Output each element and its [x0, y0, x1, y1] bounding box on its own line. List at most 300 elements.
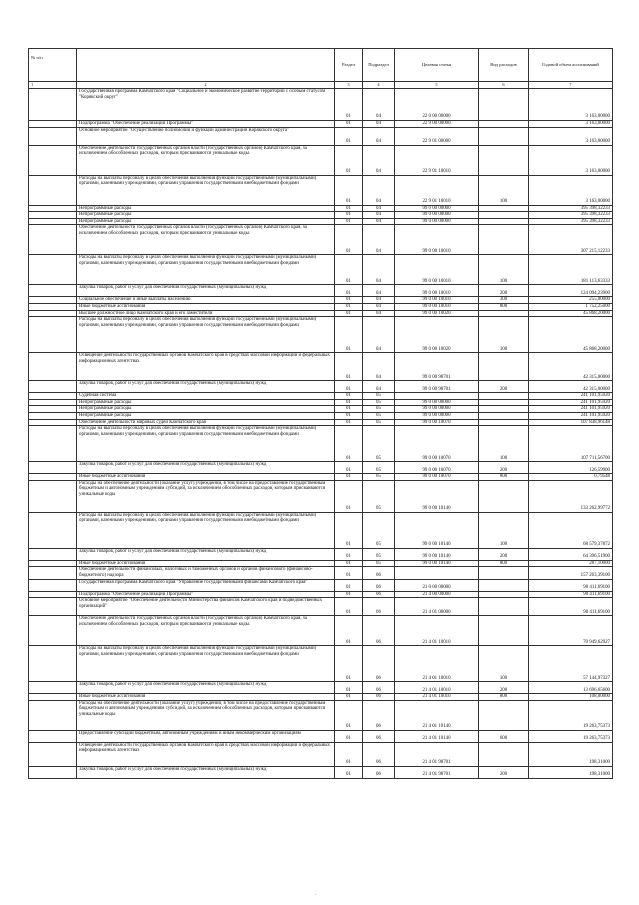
cell-name: Освещение деятельности государственных органов Камчатского края в средствах массовой информации и федеральных информационных агентствах: [77, 353, 335, 381]
cell-expense-type: [479, 700, 529, 730]
cell-annual-amount: 255,00000: [529, 297, 613, 304]
cell-expense-type: [479, 742, 529, 766]
cell-target-article: 99 0 00 98701: [395, 353, 479, 381]
table-row: [29, 212, 613, 219]
cell-name: Подпрограмма "Обеспечение реализации Программы": [77, 591, 335, 598]
cell-num: [29, 591, 77, 598]
cell-podrazdel: 04: [363, 310, 395, 317]
cell-razdel: 01: [335, 700, 363, 730]
cell-expense-type: [479, 567, 529, 579]
cell-target-article: 22 9 00 00000: [395, 121, 479, 128]
cell-expense-type: [479, 89, 529, 121]
cell-annual-amount: 287,10000: [529, 560, 613, 567]
cell-expense-type: [479, 218, 529, 225]
cell-podrazdel: 04: [363, 127, 395, 145]
cell-name: Освещение деятельности государственных органов Камчатского края в средствах массовой информации и федеральных информационных агентствах: [77, 742, 335, 766]
cell-expense-type: [479, 145, 529, 175]
cell-razdel: 01: [335, 548, 363, 560]
cell-annual-amount: 241 101,95920: [529, 412, 613, 419]
cell-expense-type: 100: [479, 426, 529, 462]
cell-num: [29, 512, 77, 548]
cell-name: Обеспечение деятельности финансовых, налоговых и таможенных органов и органов финансового (финансово-бюджетного) надзора: [77, 567, 335, 579]
cell-name: Расходы на выплаты персоналу в целях обеспечения выполнения функций государственными (муниципальными) органами, казенными учреждениями, органами управления государственными внебюджетными фондами: [77, 426, 335, 462]
table-row: [29, 412, 613, 419]
cell-annual-amount: 90 411,69100: [529, 598, 613, 616]
table-row: [29, 579, 613, 591]
cell-target-article: 21 4 01 10010: [395, 694, 479, 701]
cell-expense-type: [479, 579, 529, 591]
cell-annual-amount: 157 263,39100: [529, 567, 613, 579]
cell-name: Расходы на выплаты персоналу в целях обеспечения выполнения функций государственными (муниципальными) органами, казенными учреждениями, органами управления государственными внебюджетными фондами: [77, 255, 335, 285]
cell-target-article: 99 0 00 10010: [395, 225, 479, 255]
cell-name: Основное мероприятие "Обеспечение деятельности Министерства финансов Камчатского края и подведомственных организаций": [77, 598, 335, 616]
cell-annual-amount: 19 263,75373: [529, 700, 613, 730]
cell-num: [29, 548, 77, 560]
table-row: [29, 560, 613, 567]
cell-target-article: 21 4 00 00000: [395, 591, 479, 598]
cell-annual-amount: 1 752,25000: [529, 303, 613, 310]
cell-target-article: 22 9 01 00000: [395, 127, 479, 145]
cell-target-article: 99 0 00 00000: [395, 406, 479, 413]
table-row: [29, 399, 613, 406]
cell-podrazdel: 05: [363, 393, 395, 400]
cell-podrazdel: 04: [363, 285, 395, 297]
cell-name: Обеспечение деятельности мировых судей Камчатского края: [77, 419, 335, 426]
cell-razdel: 01: [335, 218, 363, 225]
cell-target-article: 22 9 01 10010: [395, 145, 479, 175]
table-row: [29, 616, 613, 646]
cell-razdel: 01: [335, 766, 363, 778]
cell-expense-type: [479, 480, 529, 512]
cell-num: [29, 121, 77, 128]
cell-expense-type: [479, 393, 529, 400]
cell-target-article: 21 4 01 98701: [395, 766, 479, 778]
table-row: [29, 646, 613, 682]
cell-num: [29, 205, 77, 212]
header-name: [77, 49, 335, 82]
cell-expense-type: 200: [479, 381, 529, 393]
cell-podrazdel: 05: [363, 474, 395, 481]
cell-podrazdel: 04: [363, 89, 395, 121]
cell-annual-amount: 13 696,65600: [529, 682, 613, 694]
cell-target-article: [395, 567, 479, 579]
table-row: [29, 175, 613, 205]
cell-annual-amount: 70 949,62927: [529, 616, 613, 646]
cell-annual-amount: 395 398,32233: [529, 205, 613, 212]
colnum-2: 2: [77, 82, 335, 89]
table-row: [29, 766, 613, 778]
cell-razdel: 01: [335, 560, 363, 567]
cell-podrazdel: 06: [363, 567, 395, 579]
cell-expense-type: [479, 598, 529, 616]
cell-expense-type: 800: [479, 303, 529, 310]
cell-razdel: 01: [335, 598, 363, 616]
cell-target-article: 99 0 00 10140: [395, 480, 479, 512]
cell-num: [29, 175, 77, 205]
cell-podrazdel: 05: [363, 399, 395, 406]
cell-razdel: 01: [335, 127, 363, 145]
cell-razdel: 01: [335, 381, 363, 393]
table-row: [29, 480, 613, 512]
cell-expense-type: [479, 205, 529, 212]
cell-razdel: 01: [335, 412, 363, 419]
cell-razdel: 01: [335, 512, 363, 548]
table-row: [29, 255, 613, 285]
cell-razdel: 01: [335, 121, 363, 128]
cell-annual-amount: 107 838,96148: [529, 419, 613, 426]
cell-razdel: 01: [335, 145, 363, 175]
cell-name: Расходы на обеспечение деятельности (оказание услуг) учреждений, в том числе на предоставление государственным бюджетным и автономным учреждениям субсидий, за исключением обособленных расходов, которым присваиваются уникальные коды: [77, 700, 335, 730]
cell-name: Непрограммные расходы: [77, 412, 335, 419]
table-row: [29, 310, 613, 317]
table-row: [29, 145, 613, 175]
cell-num: [29, 560, 77, 567]
cell-num: [29, 145, 77, 175]
cell-razdel: 01: [335, 742, 363, 766]
cell-target-article: 21 4 01 98701: [395, 742, 479, 766]
cell-name: Социальное обеспечение и иные выплаты населению: [77, 297, 335, 304]
cell-num: [29, 89, 77, 121]
table-row: [29, 225, 613, 255]
cell-name: Государственная программа Камчатского края "Социальное и экономическое развитие территории с особым статусом "Корякский округ": [77, 89, 335, 121]
cell-num: [29, 310, 77, 317]
table-row: [29, 682, 613, 694]
cell-num: [29, 474, 77, 481]
cell-name: Закупка товаров, работ и услуг для обеспечения государственных (муниципальных) нужд: [77, 381, 335, 393]
cell-num: [29, 353, 77, 381]
cell-podrazdel: 06: [363, 616, 395, 646]
cell-name: Непрограммные расходы: [77, 218, 335, 225]
cell-name: Расходы на обеспечение деятельности (оказание услуг) учреждений, в том числе на предоставление государственным бюджетным и автономным учреждениям субсидий, за исключением обособленных расходов, которым присваиваются уникальные коды: [77, 480, 335, 512]
cell-annual-amount: 241 101,95920: [529, 399, 613, 406]
cell-target-article: 21 4 01 10010: [395, 646, 479, 682]
table-row: [29, 297, 613, 304]
cell-annual-amount: 45 868,20000: [529, 317, 613, 353]
page-dot: ·: [315, 893, 317, 898]
table-row: [29, 218, 613, 225]
cell-expense-type: 300: [479, 297, 529, 304]
cell-podrazdel: 06: [363, 579, 395, 591]
cell-podrazdel: 04: [363, 303, 395, 310]
cell-annual-amount: 42 315,00000: [529, 353, 613, 381]
cell-expense-type: 100: [479, 646, 529, 682]
header-expense-type: Вид расходов: [479, 49, 529, 82]
cell-annual-amount: 181 113,63333: [529, 255, 613, 285]
cell-annual-amount: 68 579,37872: [529, 512, 613, 548]
cell-target-article: 99 0 00 98701: [395, 381, 479, 393]
cell-target-article: 21 4 01 10140: [395, 730, 479, 742]
cell-expense-type: 800: [479, 474, 529, 481]
cell-expense-type: 200: [479, 462, 529, 474]
cell-expense-type: [479, 406, 529, 413]
table-row: [29, 474, 613, 481]
table-row: [29, 381, 613, 393]
cell-podrazdel: 04: [363, 175, 395, 205]
table-row: [29, 317, 613, 353]
cell-expense-type: [479, 616, 529, 646]
cell-annual-amount: 3 163,00000: [529, 127, 613, 145]
cell-razdel: 01: [335, 297, 363, 304]
header-target-article: Целевая статья: [395, 49, 479, 82]
cell-podrazdel: 06: [363, 700, 395, 730]
cell-annual-amount: 64 396,51900: [529, 548, 613, 560]
cell-podrazdel: 05: [363, 512, 395, 548]
cell-name: Основное мероприятие "Осуществление полномочий и функций администрации Корякского округа": [77, 127, 335, 145]
cell-expense-type: 200: [479, 766, 529, 778]
cell-expense-type: [479, 310, 529, 317]
cell-target-article: 21 4 01 10140: [395, 700, 479, 730]
cell-name: Закупка товаров, работ и услуг для обеспечения государственных (муниципальных) нужд: [77, 285, 335, 297]
cell-razdel: 01: [335, 175, 363, 205]
cell-razdel: 01: [335, 317, 363, 353]
cell-razdel: 01: [335, 225, 363, 255]
cell-podrazdel: 04: [363, 381, 395, 393]
cell-annual-amount: 395 398,32233: [529, 212, 613, 219]
cell-podrazdel: 04: [363, 212, 395, 219]
cell-razdel: 01: [335, 682, 363, 694]
header-annual-amount: Годовой объем ассигнований: [529, 49, 613, 82]
cell-num: [29, 480, 77, 512]
cell-target-article: 99 0 00 10070: [395, 462, 479, 474]
cell-podrazdel: 06: [363, 742, 395, 766]
cell-expense-type: 800: [479, 560, 529, 567]
table-row: [29, 127, 613, 145]
cell-razdel: 01: [335, 353, 363, 381]
cell-razdel: 01: [335, 474, 363, 481]
cell-podrazdel: 04: [363, 297, 395, 304]
table-row: [29, 694, 613, 701]
table-row: [29, 89, 613, 121]
cell-annual-amount: 198,31000: [529, 742, 613, 766]
cell-expense-type: [479, 412, 529, 419]
cell-name: Иные бюджетные ассигнования: [77, 560, 335, 567]
cell-name: Государственная программа Камчатского края "Управление государственными финансами Камчатского края": [77, 579, 335, 591]
colnum-5: 5: [395, 82, 479, 89]
cell-razdel: 01: [335, 205, 363, 212]
cell-num: [29, 399, 77, 406]
cell-expense-type: [479, 591, 529, 598]
budget-table-body: [29, 49, 613, 779]
cell-name: Расходы на выплаты персоналу в целях обеспечения выполнения функций государственными (муниципальными) органами, казенными учреждениями, органами управления государственными внебюджетными фондами: [77, 512, 335, 548]
cell-num: [29, 225, 77, 255]
cell-num: [29, 694, 77, 701]
cell-razdel: 01: [335, 462, 363, 474]
colnum-3: 3: [335, 82, 363, 89]
cell-target-article: 99 0 00 10140: [395, 512, 479, 548]
cell-expense-type: 100: [479, 255, 529, 285]
cell-annual-amount: 241 101,95920: [529, 393, 613, 400]
cell-num: [29, 579, 77, 591]
cell-target-article: 99 0 00 00000: [395, 212, 479, 219]
table-row: [29, 742, 613, 766]
table-row: [29, 591, 613, 598]
cell-annual-amount: 42 315,00000: [529, 381, 613, 393]
cell-name: Закупка товаров, работ и услуг для обеспечения государственных (муниципальных) нужд: [77, 548, 335, 560]
cell-name: Иные бюджетные ассигнования: [77, 303, 335, 310]
cell-razdel: 01: [335, 730, 363, 742]
cell-target-article: 99 0 00 10010: [395, 297, 479, 304]
cell-annual-amount: 108,00000: [529, 694, 613, 701]
cell-target-article: 99 0 00 10070: [395, 419, 479, 426]
cell-target-article: [395, 393, 479, 400]
cell-expense-type: [479, 419, 529, 426]
cell-name: Предоставление субсидий бюджетным, автономным учреждениям и иным некоммерческим организациям: [77, 730, 335, 742]
cell-target-article: 99 0 00 00000: [395, 412, 479, 419]
table-row: [29, 285, 613, 297]
cell-target-article: 99 0 00 10070: [395, 474, 479, 481]
table-row: [29, 121, 613, 128]
cell-razdel: 01: [335, 646, 363, 682]
cell-name: Расходы на выплаты персоналу в целях обеспечения выполнения функций государственными (муниципальными) органами, казенными учреждениями, органами управления государственными внебюджетными фондами: [77, 317, 335, 353]
cell-target-article: 99 0 00 10140: [395, 560, 479, 567]
cell-num: [29, 303, 77, 310]
colnum-6: 6: [479, 82, 529, 89]
cell-podrazdel: 06: [363, 766, 395, 778]
cell-num: [29, 700, 77, 730]
cell-podrazdel: 04: [363, 225, 395, 255]
cell-podrazdel: 05: [363, 406, 395, 413]
cell-target-article: 99 0 00 10140: [395, 548, 479, 560]
cell-podrazdel: 06: [363, 730, 395, 742]
column-number-row: [29, 82, 613, 89]
cell-razdel: 01: [335, 399, 363, 406]
cell-target-article: 99 0 00 10020: [395, 310, 479, 317]
cell-expense-type: [479, 121, 529, 128]
cell-name: Обеспечение деятельности государственных органов власти (государственных органов) Камчатского края, за исключением обособленных расходов, которым присваиваются уникальные коды.: [77, 145, 335, 175]
cell-num: [29, 218, 77, 225]
cell-target-article: 21 0 00 00000: [395, 579, 479, 591]
cell-razdel: 01: [335, 393, 363, 400]
cell-podrazdel: 04: [363, 145, 395, 175]
cell-razdel: 01: [335, 480, 363, 512]
cell-podrazdel: 05: [363, 462, 395, 474]
cell-num: [29, 766, 77, 778]
cell-annual-amount: 3 163,00000: [529, 121, 613, 128]
cell-num: [29, 406, 77, 413]
cell-target-article: 99 0 00 00000: [395, 399, 479, 406]
cell-expense-type: 100: [479, 317, 529, 353]
cell-podrazdel: 04: [363, 121, 395, 128]
cell-annual-amount: 241 101,95920: [529, 406, 613, 413]
cell-name: Высшее должностное лицо Камчатского края и его заместители: [77, 310, 335, 317]
table-row: [29, 567, 613, 579]
cell-target-article: 99 0 00 10010: [395, 255, 479, 285]
cell-name: Подпрограмма "Обеспечение реализации Программы": [77, 121, 335, 128]
cell-num: [29, 212, 77, 219]
cell-num: [29, 317, 77, 353]
cell-expense-type: 200: [479, 285, 529, 297]
cell-annual-amount: 307 215,12233: [529, 225, 613, 255]
cell-expense-type: 200: [479, 682, 529, 694]
cell-podrazdel: 06: [363, 598, 395, 616]
cell-expense-type: 100: [479, 512, 529, 548]
table-row: [29, 406, 613, 413]
colnum-1: 1: [29, 82, 77, 89]
cell-podrazdel: 05: [363, 419, 395, 426]
cell-num: [29, 426, 77, 462]
cell-name: Расходы на выплаты персоналу в целях обеспечения выполнения функций государственными (муниципальными) органами, казенными учреждениями, органами управления государственными внебюджетными фондами: [77, 646, 335, 682]
cell-num: [29, 393, 77, 400]
cell-name: Судебная система: [77, 393, 335, 400]
cell-annual-amount: 3 163,00000: [529, 145, 613, 175]
cell-target-article: 21 4 01 00000: [395, 598, 479, 616]
header-razdel: Раздел: [335, 49, 363, 82]
cell-target-article: 99 0 00 10010: [395, 285, 479, 297]
table-row: [29, 700, 613, 730]
cell-annual-amount: 90 411,69100: [529, 591, 613, 598]
cell-podrazdel: 06: [363, 694, 395, 701]
cell-num: [29, 462, 77, 474]
budget-table: [28, 48, 613, 779]
cell-podrazdel: 06: [363, 591, 395, 598]
cell-name: Непрограммные расходы: [77, 399, 335, 406]
cell-razdel: 01: [335, 310, 363, 317]
cell-annual-amount: 45 868,20000: [529, 310, 613, 317]
cell-num: [29, 381, 77, 393]
cell-podrazdel: 05: [363, 426, 395, 462]
cell-razdel: 01: [335, 591, 363, 598]
colnum-7: 7: [529, 82, 613, 89]
cell-annual-amount: 57 144,97327: [529, 646, 613, 682]
cell-expense-type: [479, 127, 529, 145]
cell-razdel: 01: [335, 303, 363, 310]
cell-razdel: 01: [335, 406, 363, 413]
cell-annual-amount: 395 398,32233: [529, 218, 613, 225]
table-row: [29, 205, 613, 212]
cell-razdel: 01: [335, 616, 363, 646]
cell-annual-amount: 90 411,69100: [529, 579, 613, 591]
cell-razdel: 01: [335, 567, 363, 579]
cell-name: Непрограммные расходы: [77, 212, 335, 219]
cell-target-article: 21 4 01 10010: [395, 682, 479, 694]
cell-num: [29, 616, 77, 646]
cell-name: Иные бюджетные ассигнования: [77, 694, 335, 701]
cell-expense-type: [479, 212, 529, 219]
cell-num: [29, 567, 77, 579]
cell-name: Обеспечение деятельности государственных органов власти (государственных органов) Камчатского края, за исключением обособленных расходов, которым присваиваются уникальные коды.: [77, 225, 335, 255]
cell-name: Иные бюджетные ассигнования: [77, 474, 335, 481]
cell-target-article: 99 0 00 10020: [395, 317, 479, 353]
table-row: [29, 426, 613, 462]
cell-name: Расходы на выплаты персоналу в целях обеспечения выполнения функций государственными (муниципальными) органами, казенными учреждениями, органами управления государственными внебюджетными фондами: [77, 175, 335, 205]
colnum-4: 4: [363, 82, 395, 89]
cell-expense-type: 200: [479, 548, 529, 560]
cell-podrazdel: 06: [363, 646, 395, 682]
cell-razdel: 01: [335, 426, 363, 462]
cell-num: [29, 682, 77, 694]
cell-razdel: 01: [335, 255, 363, 285]
cell-podrazdel: 05: [363, 560, 395, 567]
table-row: [29, 303, 613, 310]
cell-podrazdel: 04: [363, 205, 395, 212]
cell-podrazdel: 06: [363, 682, 395, 694]
cell-podrazdel: 04: [363, 317, 395, 353]
cell-num: [29, 127, 77, 145]
cell-num: [29, 742, 77, 766]
cell-annual-amount: 3 163,00000: [529, 175, 613, 205]
cell-expense-type: [479, 225, 529, 255]
cell-name: Непрограммные расходы: [77, 406, 335, 413]
cell-target-article: 99 0 00 10010: [395, 303, 479, 310]
cell-razdel: 01: [335, 212, 363, 219]
cell-annual-amount: 126,59900: [529, 462, 613, 474]
cell-podrazdel: 05: [363, 412, 395, 419]
header-num: № п/п: [29, 49, 77, 82]
cell-num: [29, 598, 77, 616]
cell-num: [29, 419, 77, 426]
table-row: [29, 393, 613, 400]
cell-annual-amount: 133 262,99772: [529, 480, 613, 512]
